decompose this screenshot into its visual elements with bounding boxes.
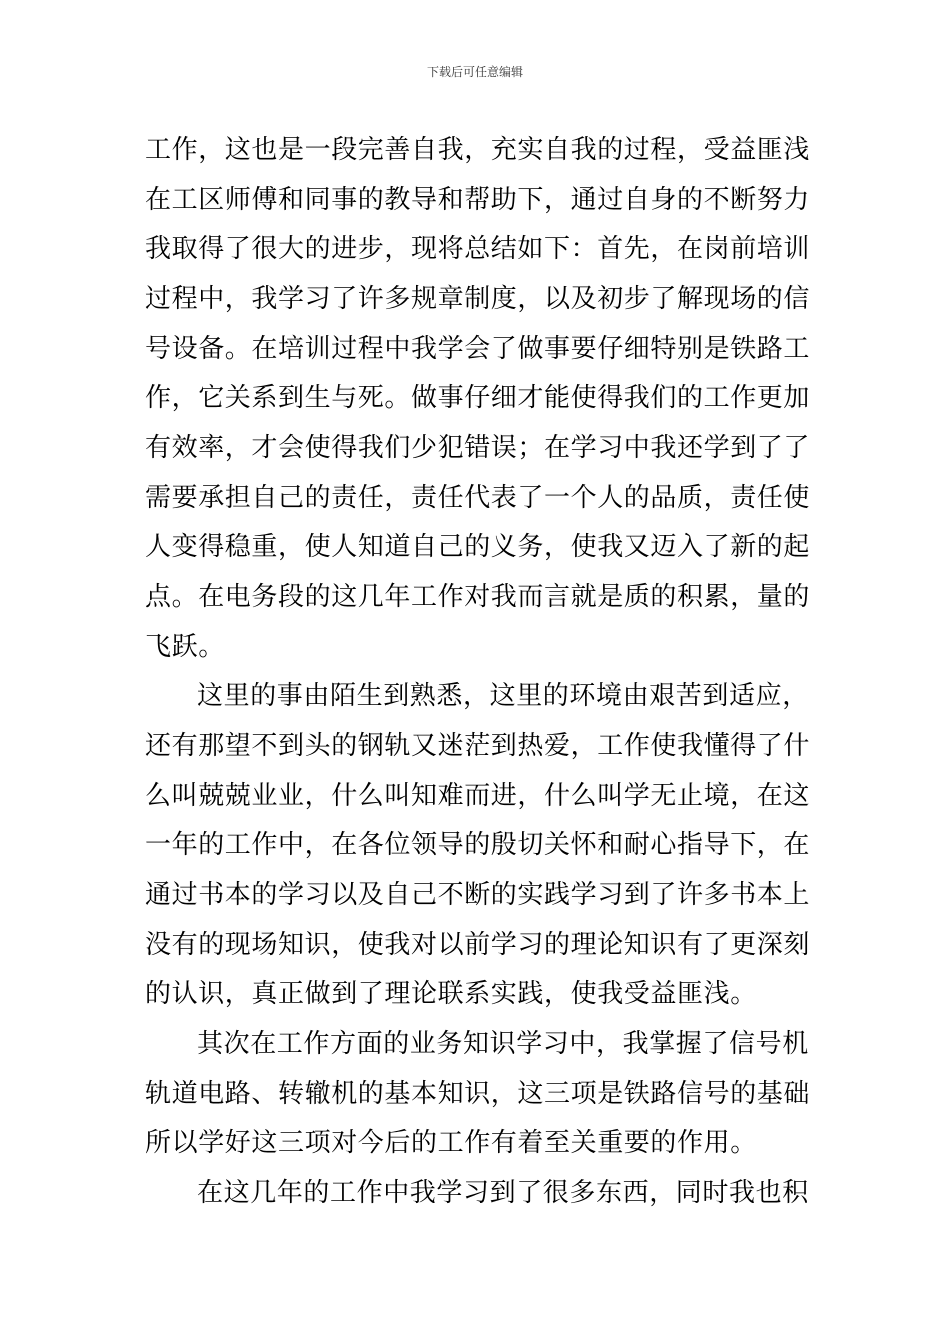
body-line: 在工区师傅和同事的教导和帮助下，通过自身的不断努力: [145, 185, 810, 215]
paragraph-start-line: 这里的事由陌生到熟悉，这里的环境由艰苦到适应，: [197, 681, 809, 711]
body-line: 作，它关系到生与死。做事仔细才能使得我们的工作更加: [145, 383, 810, 413]
body-line: 点。在电务段的这几年工作对我而言就是质的积累，量的: [145, 582, 810, 612]
body-line: 一年的工作中，在各位领导的殷切关怀和耐心指导下，在: [145, 830, 810, 860]
body-line: 我取得了很大的进步，现将总结如下：首先，在岗前培训: [145, 234, 810, 264]
body-line: 没有的现场知识，使我对以前学习的理论知识有了更深刻: [145, 930, 810, 960]
body-line: 轨道电路、转辙机的基本知识，这三项是铁路信号的基础: [145, 1079, 810, 1109]
body-line: 工作，这也是一段完善自我，充实自我的过程，受益匪浅: [145, 135, 810, 165]
body-line: 过程中，我学习了许多规章制度，以及初步了解现场的信: [145, 284, 810, 314]
body-line: 的认识，真正做到了理论联系实践，使我受益匪浅。: [145, 979, 757, 1009]
body-line: 通过书本的学习以及自己不断的实践学习到了许多书本上: [145, 880, 810, 910]
body-line: 飞跃。: [145, 632, 225, 662]
body-line: 所以学好这三项对今后的工作有着至关重要的作用。: [145, 1128, 757, 1158]
body-line: 么叫兢兢业业，什么叫知难而进，什么叫学无止境，在这: [145, 781, 810, 811]
body-line: 号设备。在培训过程中我学会了做事要仔细特别是铁路工: [145, 334, 810, 364]
body-line: 还有那望不到头的钢轨又迷茫到热爱，工作使我懂得了什: [145, 731, 810, 761]
paragraph-start-line: 在这几年的工作中我学习到了很多东西，同时我也积: [197, 1178, 809, 1208]
body-line: 有效率，才会使得我们少犯错误；在学习中我还学到了了: [145, 433, 810, 463]
page-header: 下载后可任意编辑: [426, 65, 523, 79]
paragraph-start-line: 其次在工作方面的业务知识学习中，我掌握了信号机: [197, 1029, 809, 1059]
body-line: 需要承担自己的责任，责任代表了一个人的品质，责任使: [145, 483, 810, 513]
body-line: 人变得稳重，使人知道自己的义务，使我又迈入了新的起: [145, 532, 810, 562]
